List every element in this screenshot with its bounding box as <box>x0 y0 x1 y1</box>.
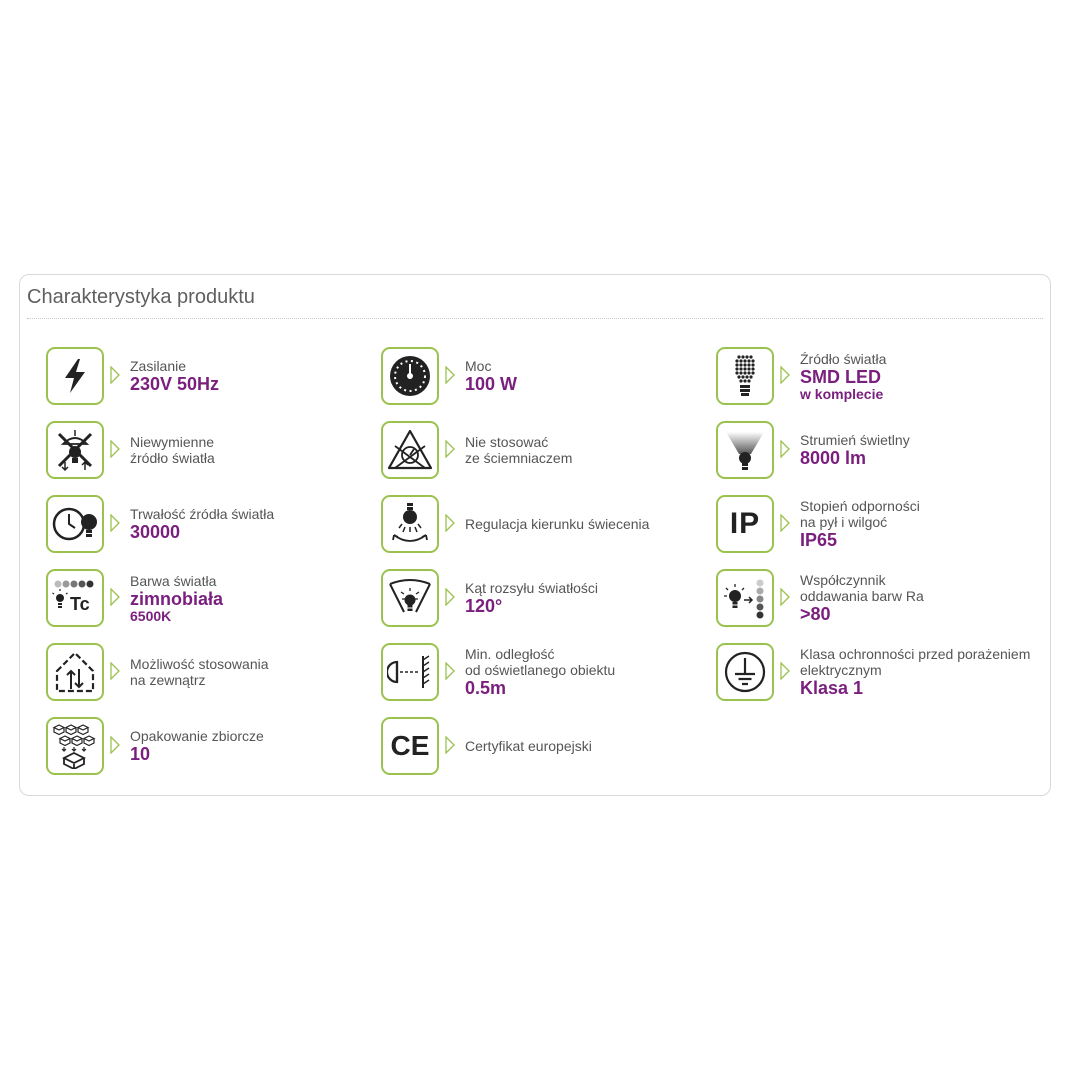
spec-non-replaceable <box>46 421 366 483</box>
chevron-right-icon <box>780 366 790 384</box>
spec-value: 120° <box>465 596 503 616</box>
spec-power <box>381 347 701 409</box>
chevron-right-icon <box>780 662 790 680</box>
chevron-right-icon <box>445 440 455 458</box>
earth-ground-icon <box>716 643 774 701</box>
spec-bulk-package <box>46 717 366 779</box>
chevron-right-icon <box>110 588 120 606</box>
spec-label: Możliwość stosowania <box>130 656 269 672</box>
product-characteristics-panel <box>19 274 1051 796</box>
spec-min-distance <box>381 643 701 705</box>
spec-label: Barwa światła <box>130 572 217 589</box>
spec-value: 0.5m <box>465 678 507 698</box>
spec-lifetime <box>46 495 366 557</box>
spec-value-note: 6500K <box>130 607 172 624</box>
chevron-right-icon <box>445 514 455 532</box>
spec-value: Klasa 1 <box>800 678 864 698</box>
spec-label: Certyfikat europejski <box>465 738 592 754</box>
spec-label-line2: elektrycznym <box>800 662 882 678</box>
spec-value: 30000 <box>130 522 181 542</box>
section-title: Charakterystyka produktu <box>27 286 255 308</box>
title-divider <box>27 318 1043 319</box>
spec-value: 100 W <box>465 374 518 394</box>
spec-value: 230V 50Hz <box>130 374 220 394</box>
spec-label: Zasilanie <box>130 358 187 374</box>
spec-ce-certificate <box>381 717 701 779</box>
spec-value: 10 <box>130 744 151 764</box>
chevron-right-icon <box>445 366 455 384</box>
lightning-bolt-icon <box>46 347 104 405</box>
outdoor-use-icon <box>46 643 104 701</box>
bulk-package-icon <box>46 717 104 775</box>
spec-light-color <box>46 569 366 631</box>
spec-value: IP65 <box>800 530 838 550</box>
spec-value-note: w komplecie <box>800 385 884 402</box>
spec-label: Źródło światła <box>800 350 887 367</box>
spec-label: Opakowanie zbiorcze <box>130 728 264 744</box>
power-dial-icon <box>381 347 439 405</box>
chevron-right-icon <box>445 662 455 680</box>
spec-label-line2: na pył i wilgoć <box>800 514 888 530</box>
chevron-right-icon <box>110 366 120 384</box>
spec-label: Klasa ochronności przed porażeniem <box>800 646 1031 662</box>
chevron-right-icon <box>780 440 790 458</box>
ip-rating-icon <box>716 495 774 553</box>
spec-light-source <box>716 347 1036 409</box>
spec-label: Stopień odporności <box>800 498 920 514</box>
color-rendering-icon <box>716 569 774 627</box>
spec-value: >80 <box>800 604 831 624</box>
spec-no-dimmer <box>381 421 701 483</box>
spec-label: Regulacja kierunku świecenia <box>465 516 650 532</box>
chevron-right-icon <box>445 736 455 754</box>
spec-value: zimnobiała <box>130 588 224 609</box>
spec-label: Min. odległość <box>465 646 555 662</box>
spec-beam-angle <box>381 569 701 631</box>
spec-label: Niewymienne <box>130 434 215 450</box>
luminous-flux-icon <box>716 421 774 479</box>
spec-outdoor-use <box>46 643 366 705</box>
beam-angle-icon <box>381 569 439 627</box>
ce-icon-text: CE <box>390 730 430 761</box>
chevron-right-icon <box>110 736 120 754</box>
min-distance-icon <box>381 643 439 701</box>
spec-label-line2: źródło światła <box>130 450 215 466</box>
spec-protection-class <box>716 643 1036 705</box>
spec-luminous-flux <box>716 421 1036 483</box>
chevron-right-icon <box>445 588 455 606</box>
spec-power-supply <box>46 347 366 409</box>
non-replaceable-bulb-icon <box>46 421 104 479</box>
ip-icon-text: IP <box>729 507 761 540</box>
tc-icon-text: Tc <box>70 594 90 614</box>
spec-color-rendering <box>716 569 1036 631</box>
spec-label: Nie stosować <box>465 434 549 450</box>
spec-label-line2: ze ściemniaczem <box>465 450 573 466</box>
spec-value: SMD LED <box>800 366 881 387</box>
spec-label: Współczynnik <box>800 572 886 588</box>
ce-mark-icon <box>381 717 439 775</box>
spec-label: Moc <box>465 358 492 374</box>
spec-label: Trwałość źródła światła <box>130 506 275 522</box>
spec-label: Strumień świetlny <box>800 432 910 448</box>
spec-direction-adjustment <box>381 495 701 557</box>
spec-label: Kąt rozsyłu światłości <box>465 580 599 596</box>
no-dimmer-icon <box>381 421 439 479</box>
spec-label-line2: na zewnątrz <box>130 672 206 688</box>
chevron-right-icon <box>110 662 120 680</box>
spec-label-line2: od oświetlanego obiektu <box>465 662 616 678</box>
led-bulb-icon <box>716 347 774 405</box>
color-temperature-icon <box>46 569 104 627</box>
chevron-right-icon <box>780 588 790 606</box>
spec-label-line2: oddawania barw Ra <box>800 588 924 604</box>
clock-bulb-icon <box>46 495 104 553</box>
chevron-right-icon <box>110 514 120 532</box>
chevron-right-icon <box>110 440 120 458</box>
spec-ip-rating <box>716 495 1036 557</box>
chevron-right-icon <box>780 514 790 532</box>
spec-value: 8000 lm <box>800 448 867 468</box>
adjustable-direction-icon <box>381 495 439 553</box>
